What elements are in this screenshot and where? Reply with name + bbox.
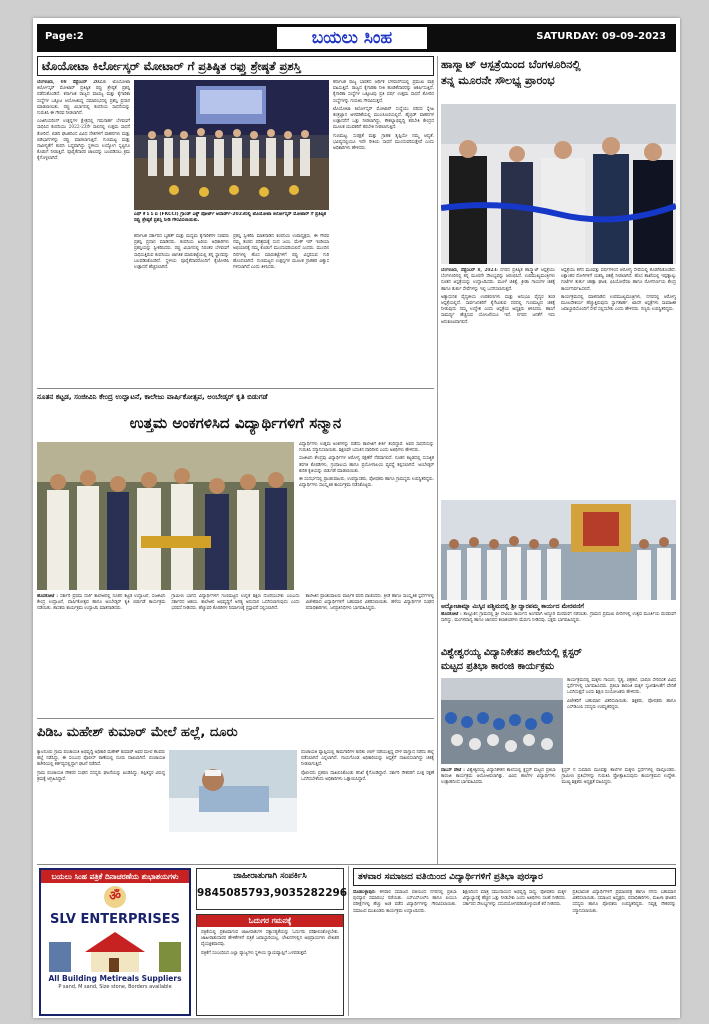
newspaper-page xyxy=(33,18,680,1018)
story3-body-right: ವಿದ್ಯಾರ್ಥಿಗಳು ಉತ್ತಮ ಅಂಕಗಳನ್ನು ಪಡೆದು ಕಾಲೇಜಿಗೆ ಕೀರ್ತಿ ತಂದಿದ್ದಾರೆ. ಅವರ ಸಾಧನೆಯನ್ನು ಗುರುತಿಸಿ ಸನ್ಮಾನಿಸಲಾಯಿತು. ಶಿಕ್ಷಣವೇ ಬದುಕಿನ ದಾರಿದೀಪ ಎಂದು ಅತಿಥಿಗಳು ಹೇಳಿದರು. ಸಂಜೀವಿನಿ ಕೇಂದ್ರವು ವಿದ್ಯಾರ್ಥಿಗಳ ಆರೋಗ್ಯ ರಕ್ಷಣೆಗೆ ನೆರವಾಗಲಿದೆ. ನೂತನ ಕಟ್ಟಡದಲ್ಲಿ ಸುಸಜ್ಜಿತ ತರಗತಿ ಕೊಠಡಿಗಳು, ಗ್ರಂಥಾಲಯ ಹಾಗೂ ಪ್ರಯೋಗಾಲಯ ವ್ಯವಸ್ಥೆ ಕಲ್ಪಿಸಲಾಗಿದೆ. ಅಂಬೇಡ್ಕರ್ ಕುರಿತ ಕೃತಿಯನ್ನು ಬಿಡುಗಡೆ ಮಾಡಲಾಯಿತು. ಈ ಸಂದರ್ಭದಲ್ಲಿ ಪ್ರಾಂಶುಪಾಲರು, ಉಪನ್ಯಾಸಕರು, ಪೋಷಕರು ಹಾಗೂ ಗ್ರಾಮಸ್ಥರು ಉಪಸ್ಥಿತರಿದ್ದರು. ವಿದ್ಯಾರ್ಥಿಗಳು ಸಾಂಸ್ಕೃತಿಕ ಕಾರ್ಯಕ್ರಮ ನಡೆಸಿಕೊಟ್ಟರು. xyxy=(299,442,434,489)
divider-3 xyxy=(37,864,676,865)
story1-body-right: ಪ್ರಶಸ್ತಿ ಸ್ವೀಕರಿಸಿ ಮಾತನಾಡಿದ ಕಂಪನಿಯ ಉಪಾಧ್ಯಕ್ಷರು, ಈ ಗೌರವ ನಮ್ಮ ತಂಡದ ಪರಿಶ್ರಮಕ್ಕೆ ಸಂದ ಜಯ. ಮೇಕ್ ಇನ್ ಇಂಡಿಯಾ ಅಭಿಯಾನಕ್ಕೆ ನಮ್ಮ ಕೊಡುಗೆ ಮುಂದುವರಿಯಲಿದೆ ಎಂದರು. ಮುಂದಿನ ದಿನಗಳಲ್ಲಿ ಹೊಸ ಮಾರುಕಟ್ಟೆಗಳಿಗೆ ರಫ್ತು ವಿಸ್ತರಿಸುವ ಗುರಿ ಹೊಂದಲಾಗಿದೆ. ಗುಣಮಟ್ಟದ ಉತ್ಪನ್ನಗಳ ಮೂಲಕ ಗ್ರಾಹಕರ ವಿಶ್ವಾಸ ಗಳಿಸಲಾಗಿದೆ ಎಂದು ತಿಳಿಸಿದರು. xyxy=(233,234,329,271)
story1-dateline: ಬೆಂಗಳೂರು, 08 ಸೆಪ್ಟೆಂಬರ್ 2023: xyxy=(37,80,107,85)
story2-headline-2: ತನ್ನ ಮೂರನೇ ಸೌಲಭ್ಯ ಪ್ರಾರಂಭ xyxy=(441,74,555,87)
divider-1 xyxy=(37,388,434,389)
story1-body-left: ಬೆಂಗಳೂರು, 08 ಸೆಪ್ಟೆಂಬರ್ 2023: ಟೊಯೋಟಾ ಕಿರ್ಲೋಸ್ಕರ್ ಮೋಟಾರ್ ಪ್ರತಿಷ್ಠಿತ ರಫ್ತು ಶ್ರೇಷ್ಠತೆ ಪ್ರಶಸ್ತಿ ಪಡೆದುಕೊಂಡಿದೆ. ಕರ್ನಾಟಕ ರಾಜ್ಯದ ವಾಣಿಜ್ಯ ಮತ್ತು ಕೈಗಾರಿಕಾ ಸಂಸ್ಥೆಗಳ ಒಕ್ಕೂಟ ಆಯೋಜಿಸಿದ್ದ ಸಮಾರಂಭದಲ್ಲಿ ಪ್ರಶಸ್ತಿ ಪ್ರದಾನ ಮಾಡಲಾಯಿತು. ರಫ್ತು ವಿಭಾಗದಲ್ಲಿ ಕಂಪನಿಯ ಸಾಧನೆಯನ್ನು ಗುರುತಿಸಿ ಈ ಗೌರವ ನೀಡಲಾಗಿದೆ. ಎಂಜಿನಿಯರಿಂಗ್ ಉತ್ಪನ್ನಗಳ ಕ್ಷೇತ್ರದಲ್ಲಿ ಗಮನಾರ್ಹ ಬೆಳವಣಿಗೆ ಸಾಧಿಸಿದ ಕಂಪನಿಯು 2022-23ನೇ ಸಾಲಿನಲ್ಲಿ ಉತ್ತಮ ಸಾಧನೆ ತೋರಿದೆ. ಬಿಡದಿ ಘಟಕದಿಂದ ವಿವಿಧ ದೇಶಗಳಿಗೆ ವಾಹನಗಳು ಮತ್ತು ಬಿಡಿಭಾಗಗಳನ್ನು ರಫ್ತು ಮಾಡಲಾಗುತ್ತಿದೆ. ಗುಣಮಟ್ಟ ಮತ್ತು ನಾವೀನ್ಯತೆಗೆ ಕಂಪನಿ ಬದ್ಧವಾಗಿದ್ದು ಸ್ಥಳೀಯ ಉದ್ಯೋಗ ಸೃಷ್ಟಿಗೂ ಕೊಡುಗೆ ನೀಡುತ್ತಿದೆ. ಪೂರೈಕೆದಾರರ ಜಾಲವನ್ನು ಬಲಪಡಿಸಲು ಕ್ರಮ ಕೈಗೊಳ್ಳಲಾಗಿದೆ. xyxy=(37,80,130,162)
newspaper-title: ಬಯಲು ಸಿಂಹ xyxy=(277,27,427,49)
page-number: Page:2 xyxy=(45,31,84,42)
procession-photo xyxy=(441,500,676,600)
wishes-ad-title: ಬಯಲು ಸಿಂಹ ಪತ್ರಿಕೆ ದಿನಾಚರಣೆಯ ಶುಭಾಶಯಗಳು xyxy=(41,870,189,883)
slv-name: SLV ENTERPRISES xyxy=(50,912,180,927)
readers-notice-title: ಓದುಗರ ಗಮನಕ್ಕೆ xyxy=(197,915,343,927)
story2-headline-1: ಹಾಸ್ಮ್ಯಾಟ್ ಆಸ್ಪತ್ರೆಯಿಂದ ಬೆಂಗಳೂರಿನಲ್ಲಿ xyxy=(441,58,581,71)
story7-body: ದೊಡಬಳ್ಳಾಪುರ: ತಳವಾರ ಸಮಾಜದ ವತಿಯಿಂದ ನಗರದಲ್ಲಿ ಪ್ರತಿಭಾ ಪುರಸ್ಕಾರ ಸಮಾರಂಭ ನಡೆಯಿತು. ಎಸ್ಎಸ್ಎಲ್‌ಸಿ ಹಾಗೂ ಪಿಯುಸಿ ಪರೀಕ್ಷೆಗಳಲ್ಲಿ ಹೆಚ್ಚು ಅಂಕ ಪಡೆದ ವಿದ್ಯಾರ್ಥಿಗಳನ್ನು ಗೌರವಿಸಲಾಯಿತು. ಸಮಾಜದ ಮುಖಂಡರು ಕಾರ್ಯಕ್ರಮ ಉದ್ಘಾಟಿಸಿದರು. ಶಿಕ್ಷಣದಿಂದ ಮಾತ್ರ ಸಮುದಾಯದ ಅಭಿವೃದ್ಧಿ ಸಾಧ್ಯ. ಪೋಷಕರು ಮಕ್ಕಳ ವಿದ್ಯಾಭ್ಯಾಸಕ್ಕೆ ಹೆಚ್ಚಿನ ಒತ್ತು ನೀಡಬೇಕು ಎಂದು ಅತಿಥಿಗಳು ಸಲಹೆ ನೀಡಿದರು. ಸರ್ಕಾರದ ಸೌಲಭ್ಯಗಳನ್ನು ಸದುಪಯೋಗಪಡಿಸಿಕೊಳ್ಳುವಂತೆ ಕರೆ ನೀಡಿದರು. ಪ್ರತಿಭಾವಂತ ವಿದ್ಯಾರ್ಥಿಗಳಿಗೆ ಪ್ರಮಾಣಪತ್ರ ಹಾಗೂ ನಗದು ಬಹುಮಾನ ವಿತರಿಸಲಾಯಿತು. ಸಮಾಜದ ಅಧ್ಯಕ್ಷರು, ಪದಾಧಿಕಾರಿಗಳು, ಮಹಿಳಾ ಘಟಕದ ಸದಸ್ಯರು ಹಾಗೂ ಪೋಷಕರು ಉಪಸ್ಥಿತರಿದ್ದರು. ನಿವೃತ್ತ ನೌಕರರನ್ನು ಸನ್ಮಾನಿಸಲಾಯಿತು. xyxy=(353,890,676,914)
story2-body-left: ಬೆಂಗಳೂರು, ಸೆಪ್ಟೆಂಬರ್ 8, 2023: ನಗರದ ಪ್ರತಿಷ್ಠಿತ ಹಾಸ್ಮ್ಯಾಟ್ ಆಸ್ಪತ್ರೆಯು ಬೆಂಗಳೂರಿನಲ್ಲಿ ತನ್ನ ಮೂರನೇ ಸೌಲಭ್ಯವನ್ನು ಆರಂಭಿಸಿದೆ. ಉಪಮುಖ್ಯಮಂತ್ರಿಗಳು ನೂತನ ಆಸ್ಪತ್ರೆಯನ್ನು ಉದ್ಘಾಟಿಸಿದರು. ಮೂಳೆ ಚಿಕಿತ್ಸೆ, ಕ್ರೀಡಾ ಗಾಯಗಳ ಚಿಕಿತ್ಸೆ ಹಾಗೂ ತುರ್ತು ಸೇವೆಗಳನ್ನು ಇಲ್ಲಿ ಒದಗಿಸಲಾಗುತ್ತದೆ. ಅತ್ಯಾಧುನಿಕ ವೈದ್ಯಕೀಯ ಉಪಕರಣಗಳು ಮತ್ತು ಅನುಭವಿ ವೈದ್ಯರ ತಂಡ ಆಸ್ಪತ್ರೆಯಲ್ಲಿದೆ. ಸಾರ್ವಜನಿಕರಿಗೆ ಕೈಗೆಟುಕುವ ದರದಲ್ಲಿ ಗುಣಮಟ್ಟದ ಚಿಕಿತ್ಸೆ ನೀಡುವುದು ನಮ್ಮ ಉದ್ದೇಶ ಎಂದು ಆಸ್ಪತ್ರೆಯ ಅಧ್ಯಕ್ಷರು ತಿಳಿಸಿದರು. ಹಾಸಿಗೆ ಸಾಮರ್ಥ್ಯ ಹೆಚ್ಚಿಸುವ ಯೋಜನೆಯೂ ಇದೆ. ನಗರದ ಜನತೆಗೆ ಇದು ಅನುಕೂಲವಾಗಲಿದೆ. xyxy=(441,268,555,325)
story2-body-right: ಆಸ್ಪತ್ರೆಯು ಕಳೆದ ಮೂವತ್ತು ವರ್ಷಗಳಿಂದ ಆರೋಗ್ಯ ಸೇವೆಯಲ್ಲಿ ತೊಡಗಿಸಿಕೊಂಡಿದೆ. ಲಕ್ಷಾಂತರ ರೋಗಿಗಳಿಗೆ ಯಶಸ್ವಿ ಚಿಕಿತ್ಸೆ ನೀಡಲಾಗಿದೆ. ಹೊಸ ಶಾಖೆಯಲ್ಲಿ ಇಪ್ಪತ್ನಾಲ್ಕು ಗಂಟೆಗಳ ತುರ್ತು ಚಿಕಿತ್ಸಾ ಘಟಕ, ಫಿಸಿಯೋಥೆರಪಿ ಹಾಗೂ ರೋಗನಿರ್ಣಯ ಕೇಂದ್ರ ಕಾರ್ಯನಿರ್ವಹಿಸಲಿದೆ. ಕಾರ್ಯಕ್ರಮದಲ್ಲಿ ಮಾತನಾಡಿದ ಉಪಮುಖ್ಯಮಂತ್ರಿಗಳು, ನಗರದಲ್ಲಿ ಆರೋಗ್ಯ ಮೂಲಸೌಕರ್ಯ ಹೆಚ್ಚುತ್ತಿರುವುದು ಸ್ವಾಗತಾರ್ಹ. ಖಾಸಗಿ ಆಸ್ಪತ್ರೆಗಳು ಸಾಮಾಜಿಕ ಜವಾಬ್ದಾರಿಯೊಂದಿಗೆ ಸೇವೆ ಸಲ್ಲಿಸಬೇಕು ಎಂದು ಹೇಳಿದರು. ಗಣ್ಯರು ಉಪಸ್ಥಿತರಿದ್ದರು. xyxy=(561,268,676,313)
story4-dateline: ಹೊಸಕೋಟೆ : xyxy=(441,612,462,617)
story1-body-far-right: ಕರ್ನಾಟಕ ರಾಜ್ಯ ಭಾರತದ ಆರ್ಥಿಕ ಬೆಳವಣಿಗೆಯಲ್ಲಿ ಪ್ರಮುಖ ಪಾತ್ರ ವಹಿಸುತ್ತಿದೆ. ರಾಜ್ಯದ ಕೈಗಾರಿಕಾ ನೀತಿ ಹೂಡಿಕೆದಾರರನ್ನು ಆಕರ್ಷಿಸುತ್ತಿದೆ. ಕೈಗಾರಿಕಾ ಸಂಸ್ಥೆಗಳ ಒಕ್ಕೂಟವು ಪ್ರತಿ ವರ್ಷ ಉತ್ತಮ ಸಾಧನೆ ತೋರಿದ ಸಂಸ್ಥೆಗಳನ್ನು ಗುರುತಿಸಿ ಗೌರವಿಸುತ್ತದೆ. ಟೊಯೋಟಾ ಕಿರ್ಲೋಸ್ಕರ್ ಮೋಟಾರ್ ಸಂಸ್ಥೆಯು ಪರಿಸರ ಸ್ನೇಹಿ ತಂತ್ರಜ್ಞಾನ ಅಳವಡಿಕೆಯಲ್ಲಿ ಮುಂಚೂಣಿಯಲ್ಲಿದೆ. ಹೈಬ್ರಿಡ್ ವಾಹನಗಳ ಉತ್ಪಾದನೆಗೆ ಒತ್ತು ನೀಡಲಾಗಿದ್ದು, ಕೌಶಲ್ಯಾಭಿವೃದ್ಧಿ ತರಬೇತಿ ಕೇಂದ್ರದ ಮೂಲಕ ಯುವಕರಿಗೆ ತರಬೇತಿ ನೀಡಲಾಗುತ್ತಿದೆ. ಗುಣಮಟ್ಟ, ಸುರಕ್ಷತೆ ಮತ್ತು ಗ್ರಾಹಕ ತೃಪ್ತಿಯೇ ನಮ್ಮ ಆದ್ಯತೆ. ಭವಿಷ್ಯದಲ್ಲಿಯೂ ಇದೇ ರೀತಿಯ ಸಾಧನೆ ಮುಂದುವರಿಸುತ್ತೇವೆ ಎಂದು ಅಧಿಕಾರಿಗಳು ಹೇಳಿದರು. xyxy=(333,80,434,152)
story5-body-bottom: ದಾಬಸ್ ಪೇಟೆ : ವಿಶ್ವೇಶ್ವರಯ್ಯ ವಿದ್ಯಾನಿಕೇತನ ಶಾಲೆಯಲ್ಲಿ ಕ್ಲಸ್ಟರ್ ಮಟ್ಟದ ಪ್ರತಿಭಾ ಕಾರಂಜಿ ಕಾರ್ಯಕ್ರಮ ಆಯೋಜಿಸಲಾಗಿತ್ತು. ವಿವಿಧ ಶಾಲೆಗಳ ವಿದ್ಯಾರ್ಥಿಗಳು ಉತ್ಸಾಹದಿಂದ ಭಾಗವಹಿಸಿದರು. ಕ್ಲಸ್ಟರ್ ನ ಸುಮಾರು ಮೂವತ್ತು ಶಾಲೆಗಳ ಮಕ್ಕಳು ಸ್ಪರ್ಧೆಗಳಲ್ಲಿ ಪಾಲ್ಗೊಂಡರು. ಗ್ರಾಮೀಣ ಪ್ರತಿಭೆಗಳನ್ನು ಗುರುತಿಸಿ ಪ್ರೋತ್ಸಾಹಿಸುವುದು ಕಾರ್ಯಕ್ರಮದ ಉದ್ದೇಶ. ಮುಖ್ಯ ಶಿಕ್ಷಕರು ಅಧ್ಯಕ್ಷತೆ ವಹಿಸಿದ್ದರು. xyxy=(441,768,676,786)
ads-rule xyxy=(348,866,349,1016)
story7-dateline: ದೊಡಬಳ್ಳಾಪುರ: xyxy=(353,890,376,895)
issue-date: SATURDAY: 09-09-2023 xyxy=(536,31,666,42)
award-photo-caption: ಎಫ್ ಕೆ ಸಿ ಸಿ ಐ (FKCCI) ಗ್ರಾಂಡ್ ಎಕ್ಸ್ ಪೋರ್ಟ್ ಅವಾರ್ಡ್-2023ರಲ್ಲಿ ಟೊಯೋಟಾ ಕಿರ್ಲೋಸ್ಕರ್ ಮೋಟಾರ್ ಗೆ ಪ್ರತಿಷ್ಠಿತ ರಫ್ತು ಶ್ರೇಷ್ಠತೆ ಪ್ರಶಸ್ತಿ ನೀಡಿ ಗೌರವಿಸಲಾಯಿತು. xyxy=(134,212,327,223)
story7-headline: ತಳವಾರ ಸಮಾಜದ ವತಿಯಿಂದ ವಿದ್ಯಾರ್ಥಿಗಳಿಗೆ ಪ್ರತಿಭಾ ಪುರಸ್ಕಾರ xyxy=(353,868,676,886)
procession-caption: ಆದ್ಯೋಜಾಮ್ನಾ ಮಿಸ್ಕಿನ ಪಶ್ಚಿಮದಲ್ಲಿ ಶ್ರೀ ದ್ವಾರಪಮ್ಮ ಕಾರ್ಯದ ಮೇರವಣಿಗೆ xyxy=(441,603,585,610)
divider-2 xyxy=(37,718,434,719)
story5-headline-1: ವಿಶ್ವೇಶ್ವರಯ್ಯ ವಿದ್ಯಾನಿಕೇತನ ಶಾಲೆಯಲ್ಲಿ ಕ್ಲಸ್ಟರ್ xyxy=(441,647,582,658)
readers-notice-body: ಪತ್ರಿಕೆಯಲ್ಲಿ ಪ್ರಕಟವಾಗುವ ಜಾಹೀರಾತುಗಳ ಸತ್ಯಾಸತ್ಯತೆಯನ್ನು ಓದುಗರು ಪರಿಶೀಲಿಸಿಕೊಳ್ಳಬೇಕು. ಜಾಹೀರಾತುದಾರರ ಹೇಳಿಕೆಗಳಿಗೆ ಪತ್ರಿಕೆ ಜವಾಬ್ದಾರಿಯಲ್ಲ. ಲೇಖನಗಳಲ್ಲಿನ ಅಭಿಪ್ರಾಯಗಳು ಲೇಖಕರ ವೈಯಕ್ತಿಕವಾದವು. ಪತ್ರಿಕೆಗೆ ಸಂಬಂಧಿಸಿದ ಎಲ್ಲಾ ವ್ಯಾಜ್ಯಗಳು ಸ್ಥಳೀಯ ನ್ಯಾಯವ್ಯಾಪ್ತಿಗೆ ಒಳಪಡುತ್ತವೆ. xyxy=(201,930,339,956)
hospital-inauguration-photo xyxy=(441,104,676,264)
story4-body: ಹೊಸಕೋಟೆ : ತಾಲ್ಲೂಕಿನ ಗ್ರಾಮದಲ್ಲಿ ಶ್ರೀ ದೇವಿಯ ಕಾರ್ಯದ ಅಂಗವಾಗಿ ಅದ್ದೂರಿ ಮೆರವಣಿಗೆ ನಡೆಯಿತು. ಗ್ರಾಮದ ಪ್ರಮುಖ ಬೀದಿಗಳಲ್ಲಿ ಉತ್ಸವ ಮೂರ್ತಿಯ ಮೆರವಣಿಗೆ ಸಾಗಿದ್ದು, ಮಂಗಳವಾದ್ಯ ಹಾಗೂ ಜಾನಪದ ಕಲಾತಂಡಗಳು ಮೆರುಗು ನೀಡಿದವು. ಭಕ್ತರು ಭಾಗವಹಿಸಿದ್ದರು. xyxy=(441,612,676,624)
story1-body-center: ಕರ್ನಾಟಕ ಸರ್ಕಾರದ ಬೃಹತ್ ಮತ್ತು ಮಧ್ಯಮ ಕೈಗಾರಿಕೆಗಳ ಸಚಿವರು ಪ್ರಶಸ್ತಿ ಪ್ರದಾನ ಮಾಡಿದರು. ಕಂಪನಿಯ ಹಿರಿಯ ಅಧಿಕಾರಿಗಳು ಪ್ರಶಸ್ತಿಯನ್ನು ಸ್ವೀಕರಿಸಿದರು. ರಫ್ತು ವಿಭಾಗದಲ್ಲಿ ನಿರಂತರ ಬೆಳವಣಿಗೆ ಸಾಧಿಸುತ್ತಿರುವ ಕಂಪನಿಯು ಜಾಗತಿಕ ಮಾರುಕಟ್ಟೆಯಲ್ಲಿ ತನ್ನ ಸ್ಥಾನವನ್ನು ಬಲಪಡಿಸಿಕೊಂಡಿದೆ. ಸ್ಥಳೀಯ ಪೂರೈಕೆದಾರರೊಂದಿಗೆ ಕೈಜೋಡಿಸಿ ಉತ್ಪಾದನೆ ಹೆಚ್ಚಿಸಲಾಗಿದೆ. xyxy=(134,234,229,271)
story3-kicker: ನೂತನ ಕಟ್ಟಡ, ಸಂಜೀವಿನಿ ಕೇಂದ್ರ ಉದ್ಘಾಟನೆ, ಕಾಲೇಜು ವಾರ್ಷಿಕೋತ್ಸವ, ಅಂಬೇಡ್ಕರ್ ಕೃತಿ ಬಿಡುಗಡೆ xyxy=(37,392,268,401)
ad-contact-title: ಜಾಹೀರಾತುಗಾಗಿ ಸಂಪರ್ಕಿಸಿ xyxy=(233,871,307,881)
pdo-hospital-photo xyxy=(169,750,297,832)
ad-contact-box xyxy=(196,868,348,910)
story5-dateline: ದಾಬಸ್ ಪೇಟೆ : xyxy=(441,768,465,773)
column-rule xyxy=(437,56,438,864)
story5-headline-2: ಮಟ್ಟದ ಪ್ರತಿಭಾ ಕಾರಂಜಿ ಕಾರ್ಯಕ್ರಮ xyxy=(441,661,555,672)
story5-body-right: ಕಾರ್ಯಕ್ರಮದಲ್ಲಿ ಮಕ್ಕಳು ಗಾಯನ, ನೃತ್ಯ, ಚಿತ್ರಕಲೆ, ಭಾಷಣ ಸೇರಿದಂತೆ ವಿವಿಧ ಸ್ಪರ್ಧೆಗಳಲ್ಲಿ ಭಾಗವಹಿಸಿದರು. ಪ್ರತಿಭಾ ಕಾರಂಜಿ ಮಕ್ಕಳ ಸೃಜನಶೀಲತೆಗೆ ವೇದಿಕೆ ಒದಗಿಸುತ್ತದೆ ಎಂದು ಶಿಕ್ಷಣ ಸಂಯೋಜಕರು ಹೇಳಿದರು. ವಿಜೇತರಿಗೆ ಬಹುಮಾನ ವಿತರಿಸಲಾಯಿತು. ಶಿಕ್ಷಕರು, ಪೋಷಕರು ಹಾಗೂ ಎಸ್‌ಡಿಎಂಸಿ ಸದಸ್ಯರು ಉಪಸ್ಥಿತರಿದ್ದರು. xyxy=(567,678,676,710)
house-icon xyxy=(41,928,189,974)
award-ceremony-photo xyxy=(134,80,329,210)
story1-headline: ಟೊಯೋಟಾ ಕಿರ್ಲೋಸ್ಕರ್ ಮೋಟಾರ್ ಗೆ ಪ್ರತಿಷ್ಠಿತ ರಫ್ತು ಶ್ರೇಷ್ಠತೆ ಪ್ರಶಸ್ತಿ xyxy=(37,56,434,76)
wishes-ad xyxy=(39,868,191,1016)
masthead xyxy=(37,24,676,52)
slv-tagline: All Building Metireals Suppliers xyxy=(48,974,182,983)
story6-body-right: ಪಂಚಾಯತಿ ವ್ಯಾಪ್ತಿಯಲ್ಲಿ ಕಾಮಗಾರಿಗಳ ಕುರಿತು ಚರ್ಚೆ ನಡೆಯುತ್ತಿದ್ದ ವೇಳೆ ವಾಗ್ವಾದ ನಡೆದು ಹಲ್ಲೆ ನಡೆಸಲಾಗಿದೆ ಎನ್ನಲಾಗಿದೆ. ಗಾಯಗೊಂಡ ಅಧಿಕಾರಿಯನ್ನು ಆಸ್ಪತ್ರೆಗೆ ದಾಖಲಿಸಲಾಗಿದ್ದು ಚಿಕಿತ್ಸೆ ನೀಡಲಾಗುತ್ತಿದೆ. ಪೊಲೀಸರು ಪ್ರಕರಣ ದಾಖಲಿಸಿಕೊಂಡು ತನಿಖೆ ಕೈಗೊಂಡಿದ್ದಾರೆ. ಸರ್ಕಾರಿ ನೌಕರರಿಗೆ ಸೂಕ್ತ ರಕ್ಷಣೆ ಒದಗಿಸಬೇಕೆಂದು ಅಧಿಕಾರಿಗಳು ಒತ್ತಾಯಿಸಿದ್ದಾರೆ. xyxy=(301,750,434,782)
ad-contact-phone: 9845085793,9035282296 xyxy=(197,887,348,899)
story2-dateline: ಬೆಂಗಳೂರು, ಸೆಪ್ಟೆಂಬರ್ 8, 2023: xyxy=(441,268,498,273)
story6-headline: ಪಿಡಿಒ ಮಹೇಶ್ ಕುಮಾರ್ ಮೇಲೆ ಹಲ್ಲೆ, ದೂರು xyxy=(37,725,238,740)
story3-dateline: ಹೊಸಕೋಟೆ : xyxy=(37,594,59,599)
readers-notice xyxy=(196,914,344,1016)
om-icon: ॐ xyxy=(104,886,126,908)
story3-headline: ಉತ್ತಮ ಅಂಕಗಳಿಸಿದ ವಿದ್ಯಾರ್ಥಿಗಳಿಗೆ ಸನ್ಮಾನ xyxy=(129,414,342,432)
school-event-photo xyxy=(441,678,563,764)
story3-body-bottom: ಹೊಸಕೋಟೆ : ಸರ್ಕಾರಿ ಪ್ರಥಮ ದರ್ಜೆ ಕಾಲೇಜಿನಲ್ಲಿ ನೂತನ ಕಟ್ಟಡ ಉದ್ಘಾಟನೆ, ಸಂಜೀವಿನಿ ಕೇಂದ್ರ ಉದ್ಘಾಟನೆ, ವಾರ್ಷಿಕೋತ್ಸವ ಹಾಗೂ ಅಂಬೇಡ್ಕರ್ ಕೃತಿ ಬಿಡುಗಡೆ ಕಾರ್ಯಕ್ರಮ ನಡೆಯಿತು. ಶಾಸಕರು ಕಾರ್ಯಕ್ರಮ ಉದ್ಘಾಟಿಸಿ ಮಾತನಾಡಿದರು. ಗ್ರಾಮೀಣ ಭಾಗದ ವಿದ್ಯಾರ್ಥಿಗಳಿಗೆ ಗುಣಮಟ್ಟದ ಉನ್ನತ ಶಿಕ್ಷಣ ದೊರೆಯಬೇಕು ಎಂಬುದು ಸರ್ಕಾರದ ಆಶಯ. ಕಾಲೇಜಿನ ಅಭಿವೃದ್ಧಿಗೆ ಅಗತ್ಯ ಅನುದಾನ ಒದಗಿಸಲಾಗುವುದು ಎಂದು ಭರವಸೆ ನೀಡಿದರು. ಹೆಚ್ಚುವರಿ ಕೊಠಡಿಗಳ ನಿರ್ಮಾಣಕ್ಕೆ ಪ್ರಸ್ತಾವನೆ ಸಲ್ಲಿಸಲಾಗಿದೆ. ಕಾಲೇಜಿನ ಪ್ರಾಂಶುಪಾಲರು ವಾರ್ಷಿಕ ವರದಿ ವಾಚಿಸಿದರು. ಕ್ರೀಡೆ ಹಾಗೂ ಸಾಂಸ್ಕೃತಿಕ ಸ್ಪರ್ಧೆಗಳಲ್ಲಿ ವಿಜೇತರಾದ ವಿದ್ಯಾರ್ಥಿಗಳಿಗೆ ಬಹುಮಾನ ವಿತರಿಸಲಾಯಿತು. ಹಳೆಯ ವಿದ್ಯಾರ್ಥಿಗಳ ಸಂಘದ ಪದಾಧಿಕಾರಿಗಳು, ಜನಪ್ರತಿನಿಧಿಗಳು ಭಾಗವಹಿಸಿದ್ದರು. xyxy=(37,594,434,612)
slv-products: P sand, M sand, Size stone, Borders available xyxy=(58,984,172,990)
story6-body-left: ಕ್ಯಾಲನೂರು ಗ್ರಾಮ ಪಂಚಾಯತಿ ಅಭಿವೃದ್ಧಿ ಅಧಿಕಾರಿ ಮಹೇಶ್ ಕುಮಾರ್ ಅವರ ಮೇಲೆ ಕೆಲವರು ಹಲ್ಲೆ ನಡೆಸಿದ್ದು, ಈ ಸಂಬಂಧ ಪೊಲೀಸ್ ಠಾಣೆಯಲ್ಲಿ ದೂರು ದಾಖಲಾಗಿದೆ. ಪಂಚಾಯತಿ ಕಚೇರಿಯಲ್ಲಿ ಕರ್ತವ್ಯದಲ್ಲಿದ್ದಾಗ ಘಟನೆ ನಡೆದಿದೆ. ಗ್ರಾಮ ಪಂಚಾಯತಿ ನೌಕರರ ಸಂಘದ ಸದಸ್ಯರು ಘಟನೆಯನ್ನು ಖಂಡಿಸಿದ್ದು, ತಪ್ಪಿತಸ್ಥರ ವಿರುದ್ಧ ಕ್ರಮಕ್ಕೆ ಆಗ್ರಹಿಸಿದ್ದಾರೆ. xyxy=(37,750,165,782)
felicitation-photo xyxy=(37,442,294,590)
